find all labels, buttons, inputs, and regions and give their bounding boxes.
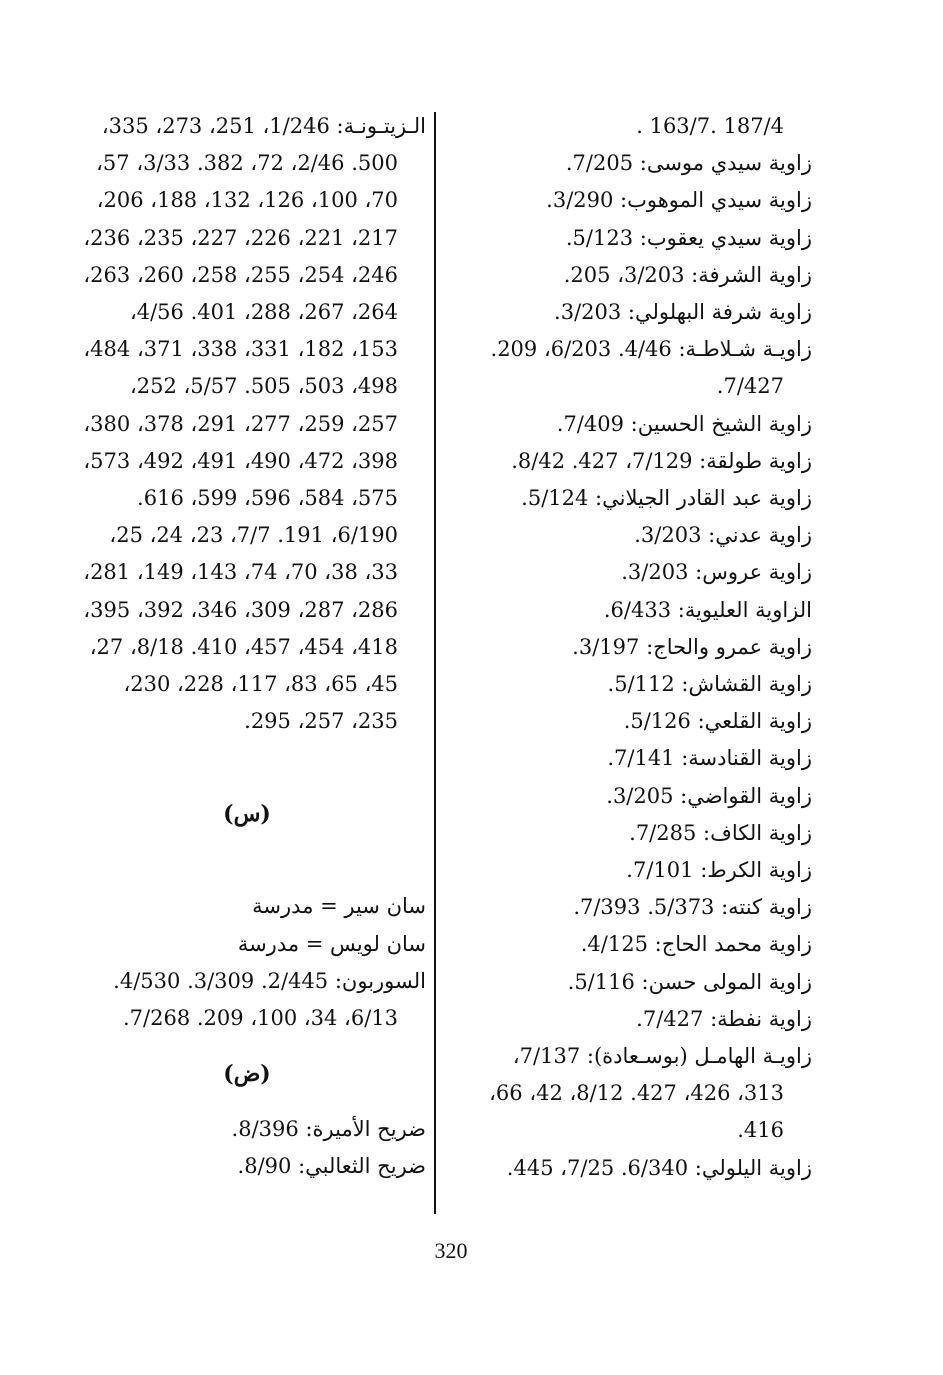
index-entry: زاوية الشرفة: 3/203، 205.	[563, 262, 812, 287]
index-entry: ضريح الأميرة: 8/396.	[231, 1117, 426, 1142]
index-entry: سان لويس = مدرسة	[237, 931, 426, 956]
index-entry: زاوية عمرو والحاج: 3/197.	[572, 634, 812, 659]
page-number: 320	[434, 1238, 468, 1263]
index-entry-continuation: 6/13، 34، 100، 209. 7/268.	[122, 1006, 398, 1031]
index-entry: زاوية سيدي الموهوب: 3/290.	[546, 188, 812, 213]
left-column	[60, 108, 426, 1186]
index-entry: الزاوية العليوية: 6/433.	[603, 597, 812, 622]
index-entry-continuation: 416.	[737, 1118, 784, 1143]
index-entry: زاوية القنادسة: 7/141.	[607, 746, 812, 771]
section-heading-dad: (ض)	[223, 1061, 271, 1088]
index-entry: زاوية طولقة: 7/129، 427. 8/42.	[511, 448, 812, 473]
column-divider	[434, 112, 436, 1214]
index-entry: زاوية عروس: 3/203.	[621, 560, 812, 585]
section-heading-seen: (س)	[223, 801, 271, 828]
index-entry: الـزيتـونـة: 1/246، 251، 273، 335،	[101, 114, 426, 138]
spacer	[60, 740, 426, 777]
index-entry-continuation: 398، 472، 490، 491، 492، 573،	[83, 448, 398, 473]
index-entry-continuation: 235، 257، 295.	[244, 709, 398, 734]
index-entry-continuation: 246، 254، 255، 258، 260، 263،	[83, 262, 398, 287]
index-entry: زاوية الشيخ الحسين: 7/409.	[556, 411, 812, 436]
index-entry: زاوية شرفة البهلولي: 3/203.	[554, 300, 812, 325]
index-entry-continuation: 45، 65، 83، 117، 228، 230،	[123, 672, 398, 697]
index-entry: سان سير = مدرسة	[252, 894, 426, 919]
index-entry: زاوية عدني: 3/203.	[634, 523, 812, 548]
spacer	[60, 851, 426, 888]
index-entry: زاوية كنته: 5/373. 7/393.	[573, 895, 812, 920]
index-entry-continuation: 257، 259، 277، 291، 378، 380،	[83, 411, 398, 436]
index-entry: زاوية محمد الحاج: 4/125.	[580, 932, 812, 957]
index-entry: زاوية سيدي موسى: 7/205.	[565, 151, 812, 176]
index-entry: زاويـة شـلاطـة: 4/46. 6/203، 209.	[490, 337, 812, 362]
index-entry: زاويـة الهامـل (بوسـعادة): 7/137،	[512, 1044, 812, 1069]
index-entry: زاوية الكاف: 7/285.	[629, 820, 812, 845]
index-entry-continuation: 264، 267، 288، 401. 4/56،	[129, 300, 398, 325]
index-entry: زاوية اليلولي: 6/340. 7/25، 445.	[506, 1155, 812, 1180]
index-entry: زاوية القواضي: 3/205.	[606, 783, 812, 808]
index-entry-continuation: 70، 100، 126، 132، 188، 206،	[96, 188, 398, 213]
index-entry: زاوية القشاش: 5/112.	[607, 672, 812, 697]
index-entry-continuation: 7/427.	[716, 374, 784, 399]
index-entry: زاوية عبد القادر الجيلاني: 5/124.	[521, 486, 812, 511]
index-entry-continuation: 500. 2/46، 72، 382. 3/33، 57،	[96, 151, 398, 176]
index-entry-continuation: 217، 221، 226، 227، 235، 236،	[83, 225, 398, 250]
index-entry-continuation: 6/190، 191. 7/7، 23، 24، 25،	[109, 523, 398, 548]
index-entry: ضريح الثعالبي: 8/90.	[237, 1154, 426, 1179]
index-entry-continuation: 153، 182، 331، 338، 371، 484،	[83, 337, 398, 362]
index-entry: زاوية المولى حسن: 5/116.	[567, 969, 812, 994]
index-entry-continuation: 418، 454، 457، 410. 8/18، 27،	[89, 634, 398, 659]
index-entry-continuation: 575، 584، 596، 599، 616.	[137, 486, 398, 511]
index-entry: زاوية الكرط: 7/101.	[626, 858, 812, 883]
index-entry-continuation: 313، 426، 427. 8/12، 42، 66،	[489, 1081, 784, 1106]
index-entry-continuation: 498، 503، 505. 5/57، 252،	[129, 374, 398, 399]
index-entry-continuation: 33، 38، 70، 74، 143، 149، 281،	[83, 560, 398, 585]
index-entry-continuation: 187/4 .163/7 .	[636, 114, 784, 138]
index-entry: زاوية نفطة: 7/427.	[636, 1006, 812, 1031]
index-entry: زاوية القلعي: 5/126.	[623, 709, 812, 734]
index-entry-continuation: 286، 287، 309، 346، 392، 395،	[83, 597, 398, 622]
right-column	[444, 108, 812, 1187]
index-entry: زاوية سيدي يعقوب: 5/123.	[565, 225, 812, 250]
index-entry: السوربون: 2/445. 3/309. 4/530.	[113, 968, 426, 993]
